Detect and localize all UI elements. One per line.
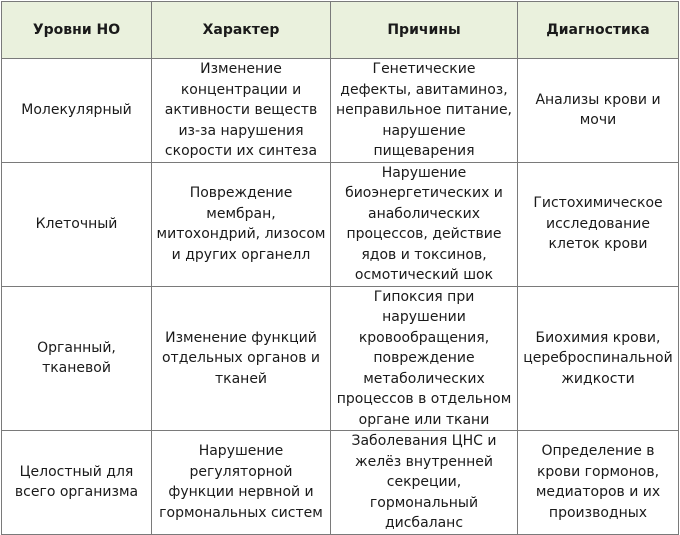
cell-character: Повреждение мембран, митохондрий, лизосом и других органелл — [152, 162, 331, 286]
cell-diagnostics: Гистохимическое исследование клеток крови — [518, 162, 679, 286]
cell-level: Клеточный — [2, 162, 152, 286]
cell-level: Целостный для всего организма — [2, 431, 152, 535]
cell-diagnostics: Определение в крови гормонов, медиаторов и их производных — [518, 431, 679, 535]
table-row — [2, 431, 679, 535]
table-row — [2, 162, 679, 286]
cell-causes: Заболевания ЦНС и желёз внутренней секреции, гормональный дисбаланс — [331, 431, 518, 535]
cell-level: Молекулярный — [2, 59, 152, 163]
cell-diagnostics: Биохимия крови, цереброспинальной жидкости — [518, 286, 679, 431]
cell-character: Изменение концентрации и активности веществ из-за нарушения скорости их синтеза — [152, 59, 331, 163]
header-levels: Уровни НО — [2, 2, 152, 59]
disorder-levels-table — [1, 1, 679, 535]
header-diagnostics: Диагностика — [518, 2, 679, 59]
cell-diagnostics: Анализы крови и мочи — [518, 59, 679, 163]
table-row — [2, 286, 679, 431]
cell-level: Органный, тканевой — [2, 286, 152, 431]
header-causes: Причины — [331, 2, 518, 59]
cell-causes: Гипоксия при нарушении кровообращения, повреждение метаболических процессов в отдельном органе или ткани — [331, 286, 518, 431]
cell-character: Нарушение регуляторной функции нервной и гормональных систем — [152, 431, 331, 535]
table-row — [2, 59, 679, 163]
cell-causes: Нарушение биоэнергетических и анаболических процессов, действие ядов и токсинов, осмотический шок — [331, 162, 518, 286]
cell-character: Изменение функций отдельных органов и тканей — [152, 286, 331, 431]
header-character: Характер — [152, 2, 331, 59]
cell-causes: Генетические дефекты, авитаминоз, неправильное питание, нарушение пищеварения — [331, 59, 518, 163]
table-header-row — [2, 2, 679, 59]
